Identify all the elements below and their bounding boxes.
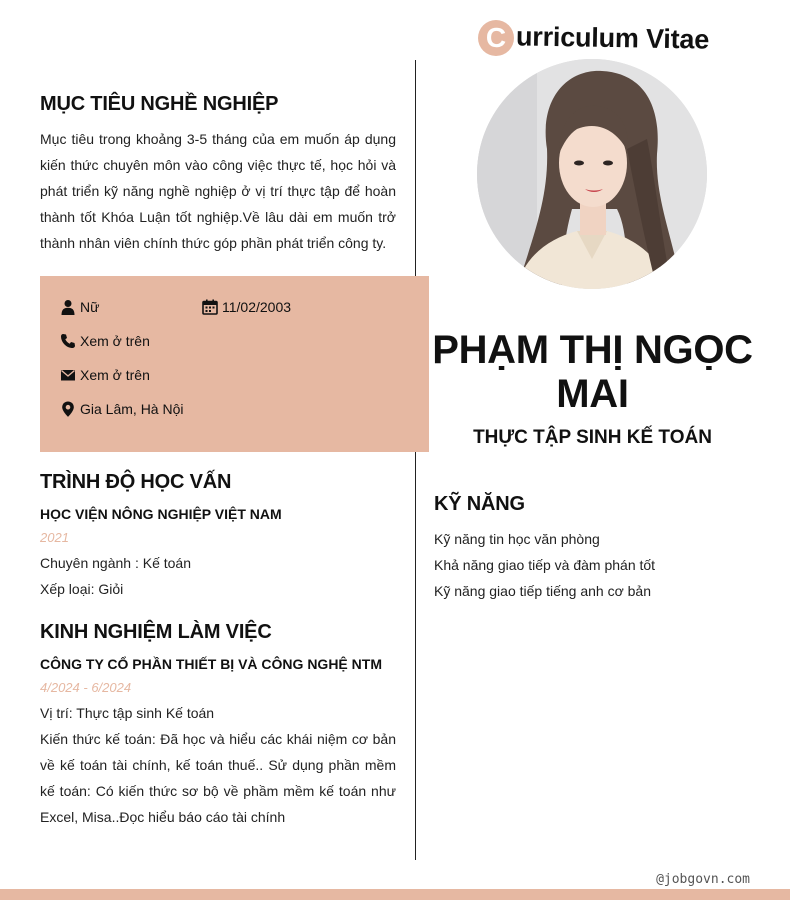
logo-circle-icon xyxy=(476,18,516,58)
phone-item xyxy=(60,333,150,349)
email-value: Xem ở trên xyxy=(80,367,150,383)
skills-list xyxy=(434,526,655,604)
education-year: 2021 xyxy=(40,530,69,545)
logo-letter: C xyxy=(485,22,507,53)
email-item xyxy=(60,367,150,383)
skill-item: Khả năng giao tiếp và đàm phán tốt xyxy=(434,557,656,573)
career-objective-title: MỤC TIÊU NGHỀ NGHIỆP xyxy=(40,93,279,115)
full-name xyxy=(420,328,765,416)
birthday-value: 11/02/2003 xyxy=(222,299,292,315)
bottom-accent-bar xyxy=(0,889,790,900)
skill-item: Kỹ năng tin học văn phòng xyxy=(434,531,600,547)
education-major: Chuyên ngành : Kế toán xyxy=(40,555,192,571)
name-line-2: MAI xyxy=(556,372,629,416)
logo-c-mark xyxy=(476,18,516,58)
phone-value: Xem ở trên xyxy=(80,333,150,349)
address-item xyxy=(60,401,183,417)
email-icon xyxy=(60,367,76,383)
phone-icon xyxy=(60,333,76,349)
experience-description: Kiến thức kế toán: Đã học và hiểu các khái niệm cơ bản về kế toán tài chính, kế toán thuế.. Sử dụng phần mềm kế toán: Có kiến thức sơ bộ về phầm mềm kế toán như Excel, Misa..Đọc hiểu báo cáo tài chính xyxy=(40,731,396,825)
job-role: THỰC TẬP SINH KẾ TOÁN xyxy=(473,427,712,448)
location-icon xyxy=(60,401,76,417)
experience-period: 4/2024 - 6/2024 xyxy=(40,680,132,695)
address-value: Gia Lâm, Hà Nội xyxy=(80,401,184,417)
gender-value: Nữ xyxy=(80,299,100,315)
portrait-image xyxy=(477,59,707,289)
person-icon xyxy=(60,299,76,315)
skills-title: KỸ NĂNG xyxy=(434,493,525,515)
education-grade: Xếp loại: Giỏi xyxy=(40,581,124,597)
experience-company: CÔNG TY CỔ PHẦN THIẾT BỊ VÀ CÔNG NGHỆ NTM xyxy=(40,656,382,672)
career-objective-text: Mục tiêu trong khoảng 3-5 tháng của em muốn áp dụng kiến thức chuyên môn vào công việc thực tế, học hỏi và phát triển kỹ năng nghề nghiệp ở vị trí thực tập để hoàn thành tốt Khóa Luận tốt nghiệp.Về lâu dài em muốn trở thành nhân viên chính thức góp phần phát triển công ty. xyxy=(40,131,396,251)
gender-item xyxy=(60,299,99,315)
birthday-item xyxy=(202,299,291,315)
education-title: TRÌNH ĐỘ HỌC VẤN xyxy=(40,471,232,493)
experience-title: KINH NGHIỆM LÀM VIỆC xyxy=(40,621,272,643)
experience-position: Vị trí: Thực tập sinh Kế toán xyxy=(40,705,215,721)
education-school: HỌC VIỆN NÔNG NGHIỆP VIỆT NAM xyxy=(40,506,282,522)
calendar-icon xyxy=(202,299,218,315)
watermark-text: @jobgovn.com xyxy=(656,872,750,887)
personal-info-box xyxy=(40,276,429,452)
skill-item: Kỹ năng giao tiếp tiếng anh cơ bản xyxy=(434,583,652,599)
column-divider xyxy=(415,60,416,860)
logo-text: urriculum Vitae xyxy=(515,20,710,55)
name-line-1: PHẠM THỊ NGỌC xyxy=(432,328,753,372)
cv-logo xyxy=(476,16,709,60)
profile-photo xyxy=(477,59,707,289)
